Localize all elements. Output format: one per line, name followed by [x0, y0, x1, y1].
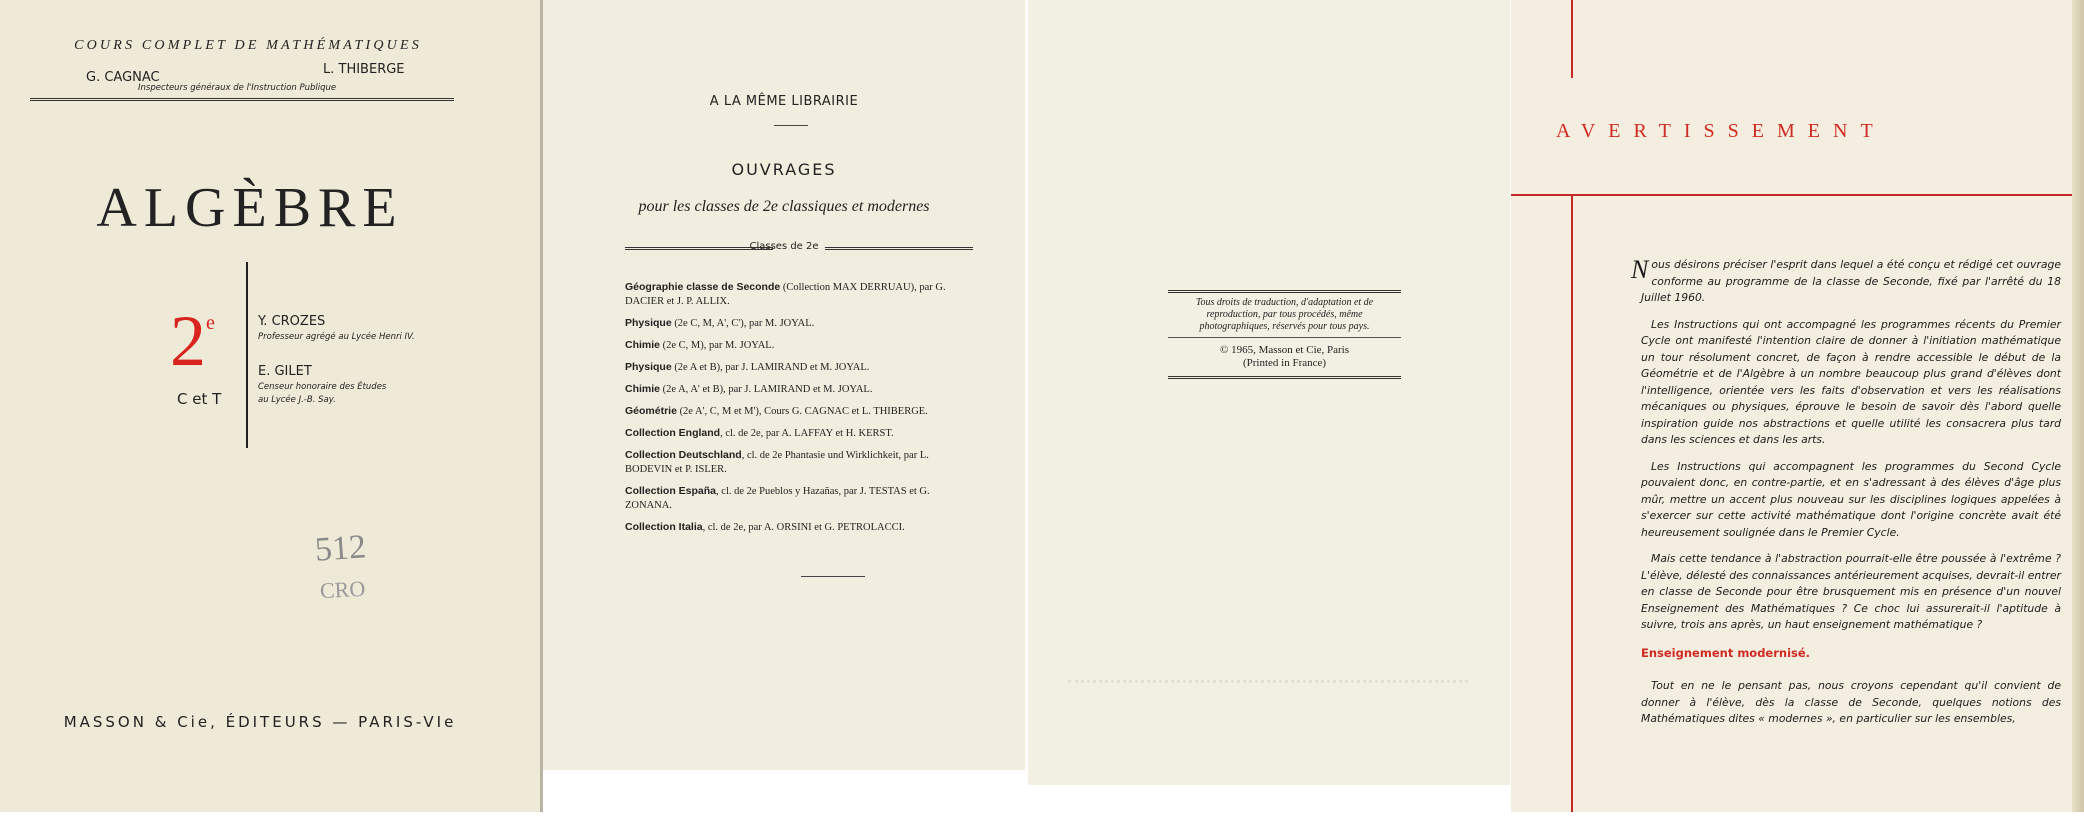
header-rule: [30, 98, 454, 101]
list-item: [625, 280, 970, 309]
list-item: [625, 316, 970, 331]
list-item: [625, 404, 970, 419]
item-text: (2e A et B), par J. LAMIRAND et M. JOYAL.: [671, 362, 870, 373]
library-page: [543, 0, 1025, 770]
works-heading: OUVRAGES: [731, 160, 837, 179]
grade-number: [170, 301, 215, 381]
printed-in-line: (Printed in France): [1242, 357, 1327, 369]
rights-notice: Tous droits de traduction, d'adaptation et de reproduction, par tous procédés, même photographiques, réservés pour tous pays.: [1168, 297, 1401, 338]
works-list: [625, 280, 970, 542]
item-title: Chimie: [625, 339, 661, 351]
grade-sup: e: [206, 312, 215, 334]
item-text: (2e A, A' et B), par J. LAMIRAND et M. JOYAL.: [660, 384, 873, 395]
grade-digit: 2: [170, 301, 206, 381]
list-item: [625, 338, 970, 353]
page-edge: [2072, 0, 2084, 812]
paragraph: Mais cette tendance à l'abstraction pourrait-elle être poussée à l'extrême ? L'élève, délesté des connaissances antérieurement acquises, devrait-il entrer en classe de Seconde pour être brusquement mis en présence d'un nouvel Enseignement des Mathématiques ? Ce choc lui assurerait-il l'aptitude à suivre, trois ans après, un haut enseignement mathématique ?: [1641, 552, 2061, 631]
item-text: (2e C, M), par M. JOYAL.: [660, 340, 775, 351]
item-text: , cl. de 2e, par A. ORSINI et G. PETROLACCI.: [702, 522, 905, 533]
author-thiberge: L. THIBERGE: [323, 62, 405, 77]
item-text: (Collection MAX DERRUAU), par G. DACIER et J. P. ALLIX.: [625, 282, 946, 307]
publisher-line: MASSON & Cie, ÉDITEURS — PARIS-VIe: [63, 713, 457, 731]
list-item: [625, 484, 970, 513]
foreword-body-2: [1641, 678, 2061, 728]
list-item: [625, 520, 970, 535]
coauthor-gilet-title-1: Censeur honoraire des Études: [258, 382, 387, 392]
item-title: Chimie: [625, 383, 661, 395]
grade-sub: C et T: [177, 390, 222, 408]
for-classes-line: pour les classes de 2e classiques et modernes: [638, 198, 930, 215]
short-rule-top: [774, 125, 808, 126]
red-rule-vertical-top: [1571, 0, 1573, 78]
copyright-line: © 1965, Masson et Cie, Paris: [1219, 344, 1350, 356]
item-text: (2e A', C, M et M'), Cours G. CAGNAC et L. THIBERGE.: [676, 406, 928, 417]
red-rule-horizontal: [1511, 194, 2084, 196]
cover-page: [0, 0, 543, 812]
coauthor-crozes: Y. CROZES: [258, 314, 326, 329]
item-title: Collection England: [625, 427, 721, 439]
authors-title: Inspecteurs généraux de l'Instruction Publique: [138, 83, 337, 93]
item-title: Collection España: [625, 485, 717, 497]
foreword-body: [1631, 255, 2061, 644]
item-text: , cl. de 2e, par A. LAFFAY et H. KERST.: [720, 428, 894, 439]
author-cagnac: G. CAGNAC: [86, 70, 160, 85]
foreword-heading: AVERTISSEMENT: [1556, 120, 1886, 142]
list-item: [625, 448, 970, 477]
item-text: , cl. de 2e Pueblos y Hazañas, par J. TESTAS et G. ZONANA.: [625, 486, 930, 511]
item-title: Géographie classe de Seconde: [625, 281, 781, 293]
item-title: Géométrie: [625, 405, 677, 417]
book-title: ALGÈBRE: [96, 177, 404, 239]
paragraph: Les Instructions qui accompagnent les programmes du Second Cycle pouvaient donc, en contre-partie, et en s'adressant à des élèves d'âge plus mûr, mettre un accent plus nouveau sur les disciplines logiques appelées à s'exercer sur cette activité mathématique dont l'origine concrète avait été heureusement soulignée dans le Premier Cycle.: [1641, 459, 2061, 539]
red-rule-vertical-bottom: [1571, 195, 1573, 812]
paragraph: Tout en ne le pensant pas, nous croyons cependant qu'il convient de donner à l'élève, dès la classe de Seconde, quelques notions des Mathématiques dites « modernes », en particulier sur les ensembles,: [1641, 679, 2061, 725]
coauthor-gilet-title-2: au Lycée J.-B. Say.: [258, 395, 336, 405]
foreword-page: [1511, 0, 2084, 812]
classes-header: Classes de 2e: [749, 241, 819, 252]
section-heading: Enseignement modernisé.: [1641, 646, 1811, 660]
item-title: Collection Deutschland: [625, 449, 742, 461]
item-title: Physique: [625, 361, 672, 373]
copyright-box: [1168, 290, 1401, 379]
double-rule-right: [825, 247, 973, 250]
paragraph: [1631, 255, 2061, 307]
library-heading: A LA MÊME LIBRAIRIE: [709, 94, 859, 109]
drop-cap: N: [1631, 255, 1649, 284]
list-item: [625, 382, 970, 397]
item-text: (2e C, M, A', C'), par M. JOYAL.: [671, 318, 815, 329]
series-title: COURS COMPLET DE MATHÉMATIQUES: [74, 38, 422, 53]
item-title: Physique: [625, 317, 672, 329]
item-text: , cl. de 2e Phantasie und Wirklichkeit, par L. BODEVIN et P. ISLER.: [625, 450, 929, 475]
handwritten-number: 512: [313, 528, 368, 569]
list-item: [625, 360, 970, 375]
handwritten-code: CRO: [319, 575, 366, 604]
paragraph: Les Instructions qui ont accompagné les programmes récents du Premier Cycle ont manifesté l'intention claire de donner à l'initiation mathématique un tour résolument concret, de façon à rendre accessible le début de la Géométrie et de l'Algèbre à un nombre beaucoup plus grand d'élèves dont l'intelligence, orientée vers les faits d'observation et vers les réalisations mécaniques ou physiques, éprouve le besoin de savoir dès l'abord quelle inspiration guide nos abstractions et quelle utilité les consacrera plus tard dans les sciences et dans les arts.: [1641, 317, 2061, 446]
coauthor-crozes-title: Professeur agrégé au Lycée Henri IV.: [258, 332, 415, 342]
item-title: Collection Italia: [625, 521, 703, 533]
bleed-through-rule: [1068, 680, 1468, 693]
paragraph-text: ous désirons préciser l'esprit dans lequel a été conçu et rédigé cet ouvrage conforme au programme de la classe de Seconde, fixé par l'arrêté du 18 Juillet 1960.: [1641, 258, 2061, 304]
coauthor-gilet: E. GILET: [258, 364, 312, 379]
copyright-page: [1028, 0, 1510, 785]
vertical-divider: [246, 262, 248, 448]
list-item: [625, 426, 970, 441]
short-rule-bottom: [801, 576, 865, 577]
